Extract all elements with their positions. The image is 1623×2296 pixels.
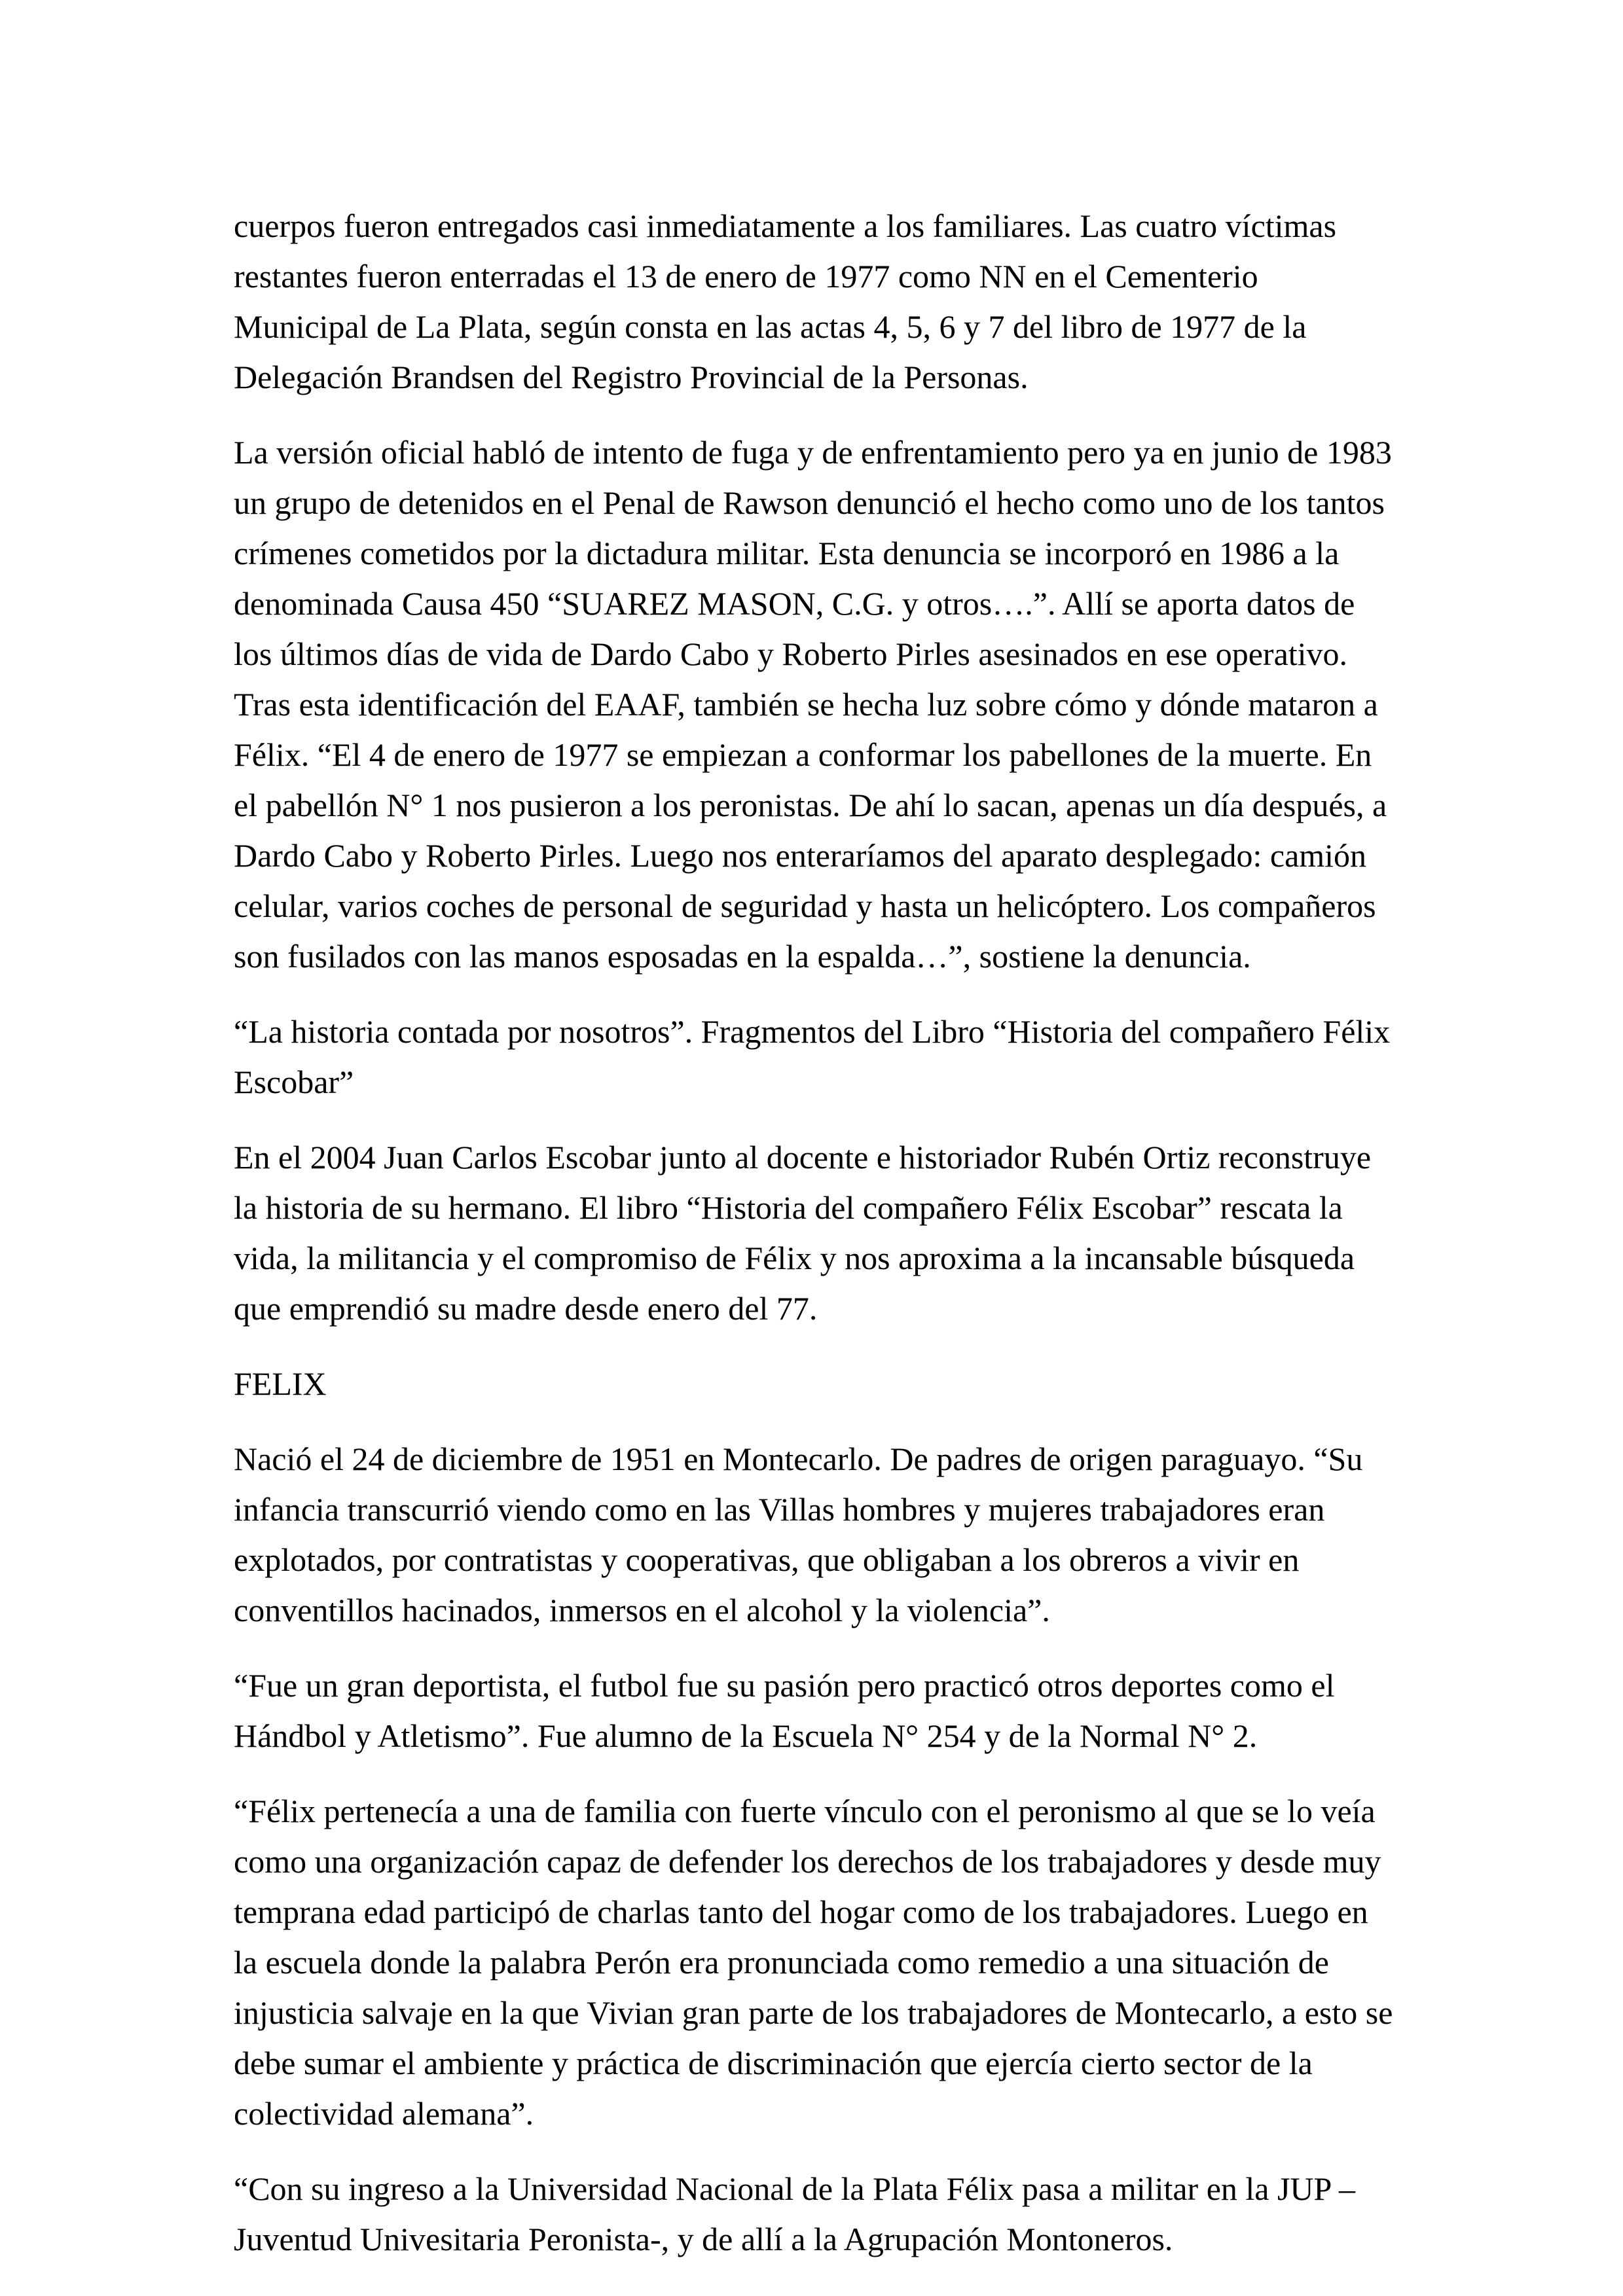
paragraph-book-fragments-title: “La historia contada por nosotros”. Fragmentos del Libro “Historia del compañero Félix Escobar”	[234, 1013, 1391, 1100]
paragraph-peronism-family: “Félix pertenecía a una de familia con fuerte vínculo con el peronismo al que se lo veía como una organización capaz de defender los derechos de los trabajadores y desde muy temprana edad participó de charlas tanto del hogar como de los trabajadores. Luego en la escuela donde la palabra Perón era pronunciada como remedio a una situación de injusticia salvaje en la que Vivian gran parte de los trabajadores de Montecarlo, a esto se debe sumar el ambiente y práctica de discriminación que ejercía cierto sector de la colectividad alemana”.	[234, 1793, 1393, 2132]
paragraph-sports-school: “Fue un gran deportista, el futbol fue su pasión pero practicó otros deportes como el Hándbol y Atletismo”. Fue alumno de la Escuela N° 254 y de la Normal N° 2.	[234, 1667, 1335, 1754]
paragraph-felix-heading: FELIX	[234, 1365, 327, 1402]
paragraph-official-version: La versión oficial habló de intento de fuga y de enfrentamiento pero ya en junio de 1983 un grupo de detenidos en el Penal de Rawson denunció el hecho como uno de los tantos crímenes cometidos por la dictadura militar. Esta denuncia se incorporó en 1986 a la denominada Causa 450 “SUAREZ MASON, C.G. y otros….”. Allí se aporta datos de los últimos días de vida de Dardo Cabo y Roberto Pirles asesinados en ese operativo. Tras esta identificación del EAAF, también se hecha luz sobre cómo y dónde mataron a Félix. “El 4 de enero de 1977 se empiezan a conformar los pabellones de la muerte. En el pabellón N° 1 nos pusieron a los peronistas. De ahí lo sacan, apenas un día después, a Dardo Cabo y Roberto Pirles. Luego nos enteraríamos del aparato desplegado: camión celular, varios coches de personal de seguridad y hasta un helicóptero. Los compañeros son fusilados con las manos esposadas en la espalda…”, sostiene la denuncia.	[234, 434, 1392, 975]
paragraph-birth-childhood: Nació el 24 de diciembre de 1951 en Montecarlo. De padres de origen paraguayo. “Su infancia transcurrió viendo como en las Villas hombres y mujeres trabajadores eran explotados, por contratistas y cooperativas, que obligaban a los obreros a vivir en conventillos hacinados, inmersos en el alcohol y la violencia”.	[234, 1441, 1363, 1628]
document-text-block	[234, 201, 1394, 2265]
paragraph-university-militancy: “Con su ingreso a la Universidad Nacional de la Plata Félix pasa a militar en la JUP –Juventud Univesitaria Peronista-, y de allí a la Agrupación Montoneros.	[234, 2170, 1355, 2257]
paragraph-book-2004: En el 2004 Juan Carlos Escobar junto al docente e historiador Rubén Ortiz reconstruye la historia de su hermano. El libro “Historia del compañero Félix Escobar” rescata la vida, la militancia y el compromiso de Félix y nos aproxima a la incansable búsqueda que emprendió su madre desde enero del 77.	[234, 1139, 1372, 1327]
paragraph-bodies-delivered: cuerpos fueron entregados casi inmediatamente a los familiares. Las cuatro víctimas restantes fueron enterradas el 13 de enero de 1977 como NN en el Cementerio Municipal de La Plata, según consta en las actas 4, 5, 6 y 7 del libro de 1977 de la Delegación Brandsen del Registro Provincial de la Personas.	[234, 207, 1337, 395]
